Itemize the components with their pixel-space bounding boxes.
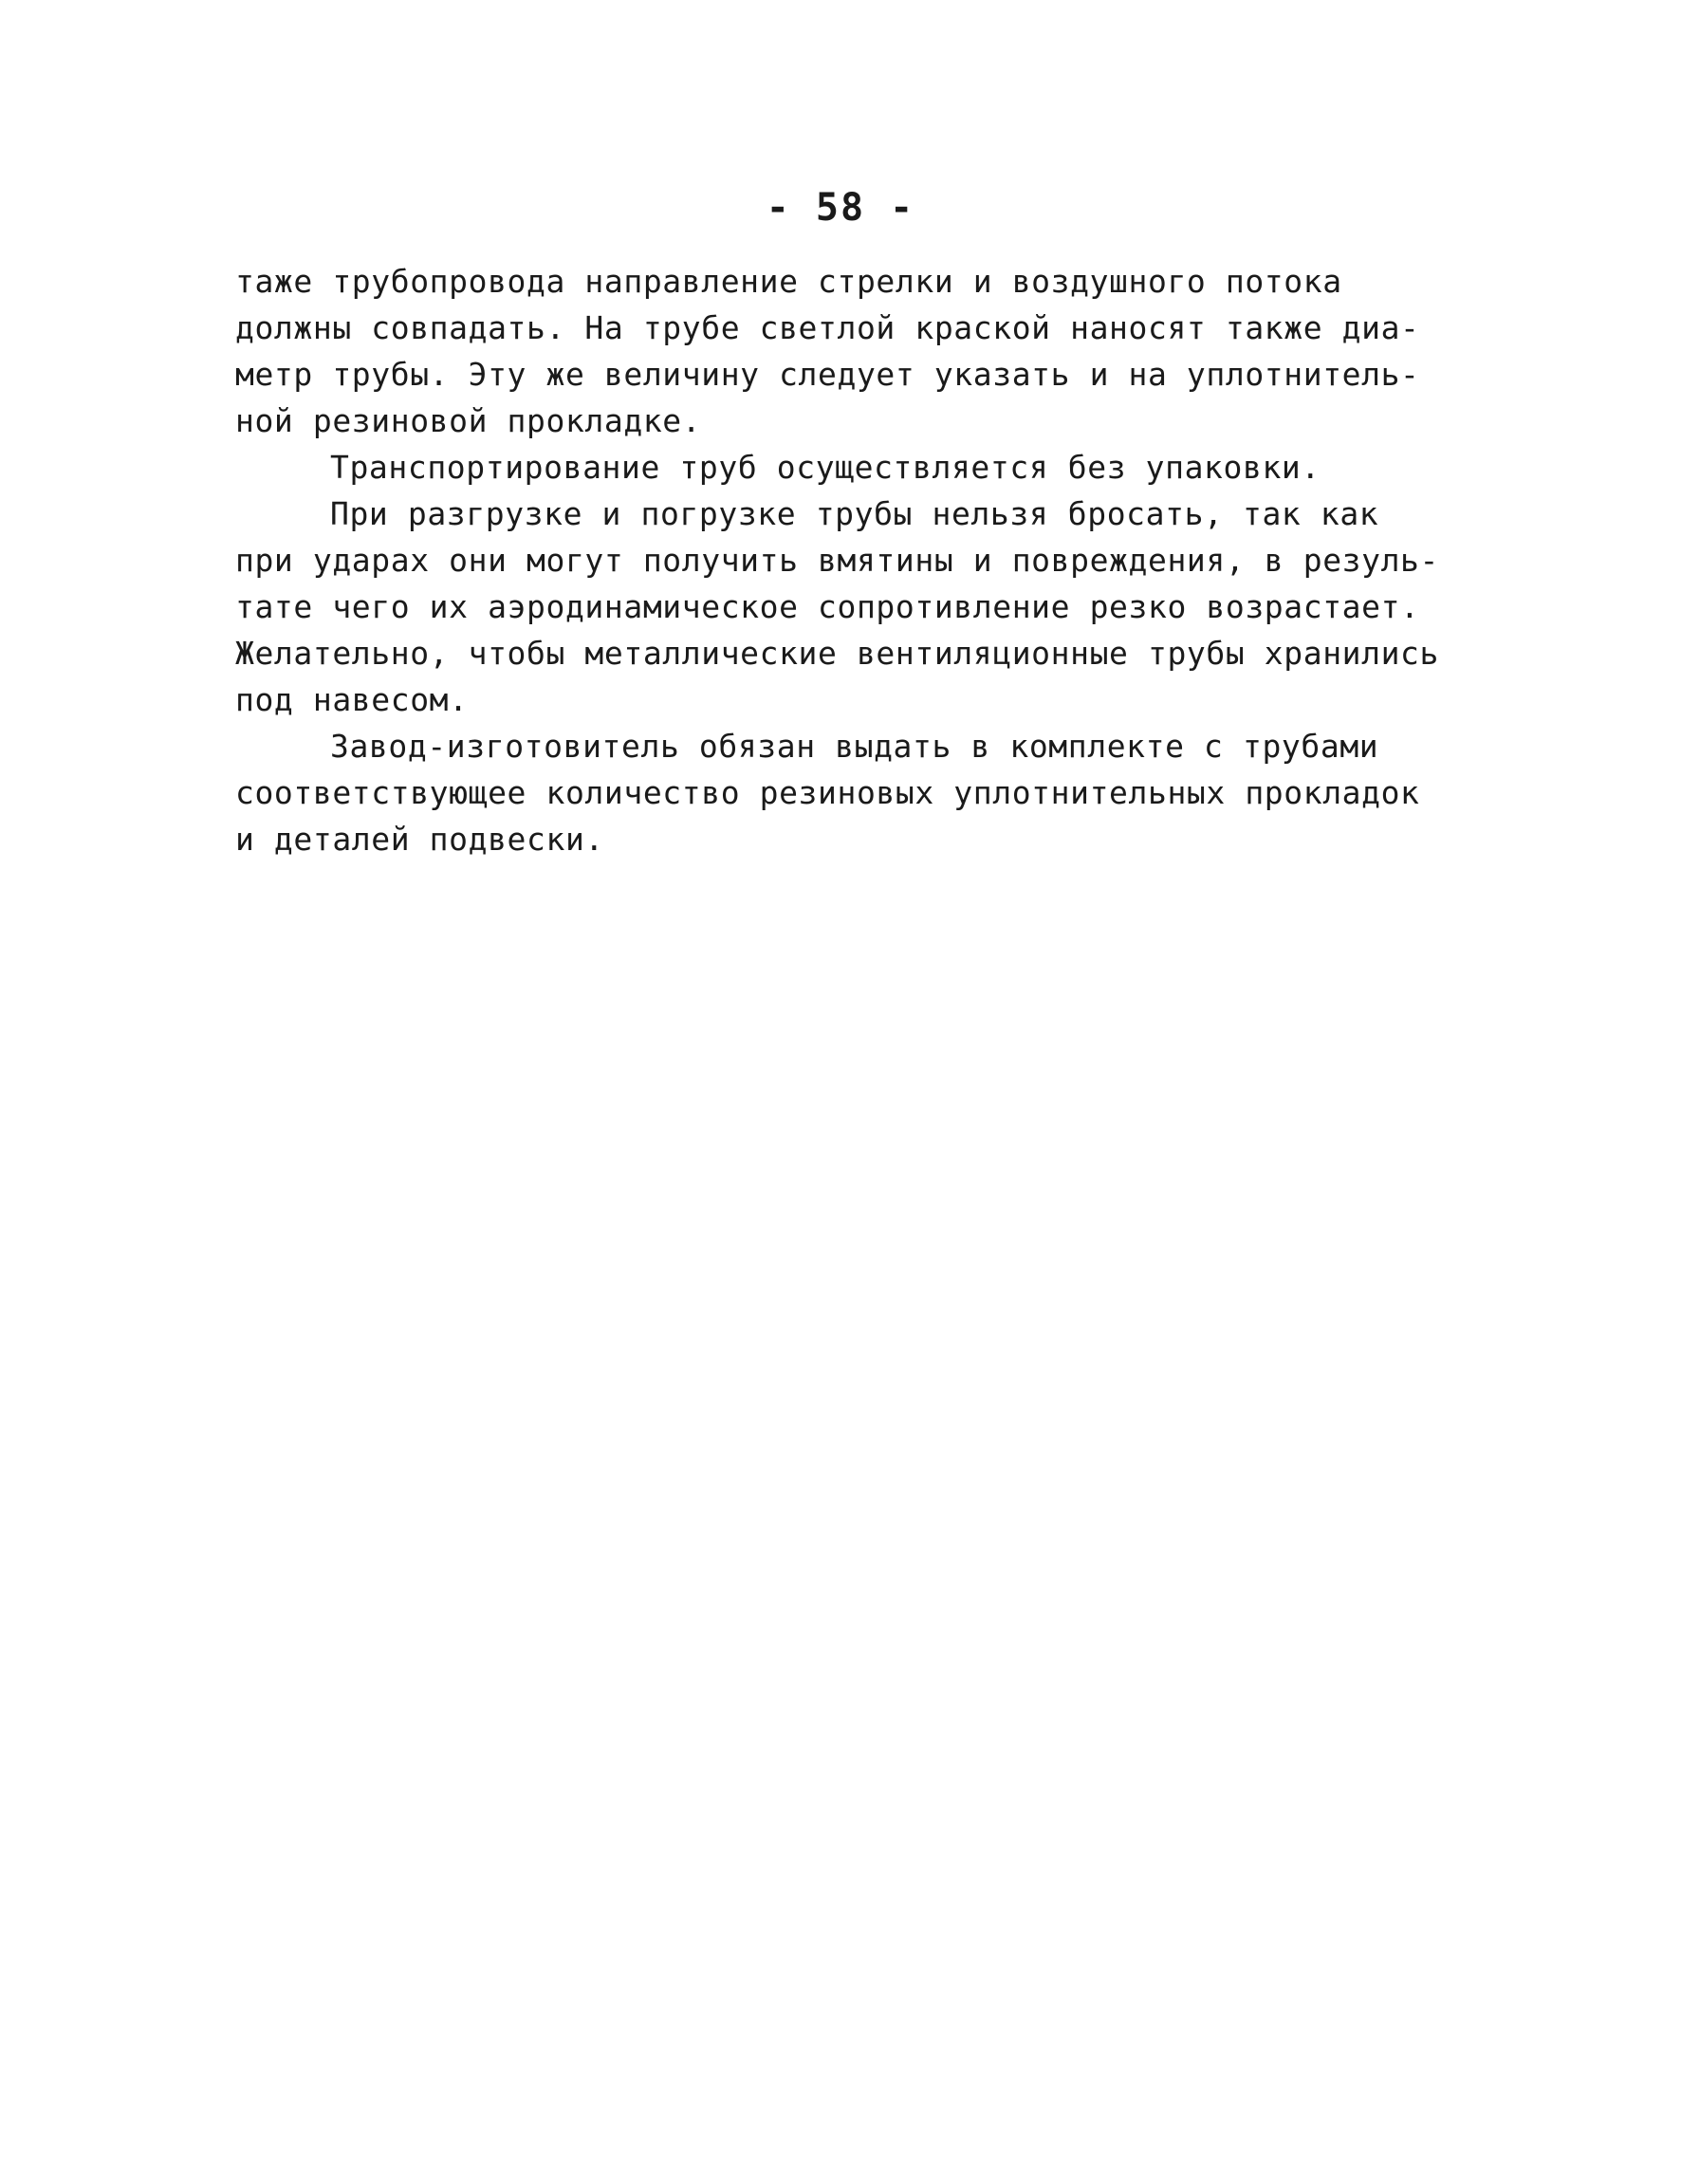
text-line: тате чего их аэродинамическое сопротивление резко возрастает.	[235, 588, 1420, 625]
text-line: соответствующее количество резиновых уплотнительных прокладок	[235, 774, 1420, 811]
text-line: и деталей подвески.	[235, 821, 604, 858]
paragraph-first-line: Завод-изготовитель обязан выдать в комплекте с трубами	[330, 728, 1379, 765]
paragraph-first-line: Транспортирование труб осуществляется без упаковки.	[330, 449, 1321, 486]
page-number: - 58 -	[766, 186, 915, 230]
text-line: метр трубы. Эту же величину следует указать и на уплотнитель-	[235, 356, 1420, 393]
text-line: Желательно, чтобы металлические вентиляционные трубы хранились	[235, 635, 1439, 672]
text-line: должны совпадать. На трубе светлой краской наносят также диа-	[235, 309, 1420, 346]
text-line: при ударах они могут получить вмятины и повреждения, в резуль-	[235, 542, 1439, 579]
body-text	[235, 258, 1469, 862]
paragraph-first-line: При разгрузке и погрузке трубы нельзя бросать, так как	[330, 495, 1379, 532]
text-line: ной резиновой прокладке.	[235, 402, 702, 439]
text-line: таже трубопровода направление стрелки и воздушного потока	[235, 263, 1342, 300]
text-line: под навесом.	[235, 681, 469, 718]
